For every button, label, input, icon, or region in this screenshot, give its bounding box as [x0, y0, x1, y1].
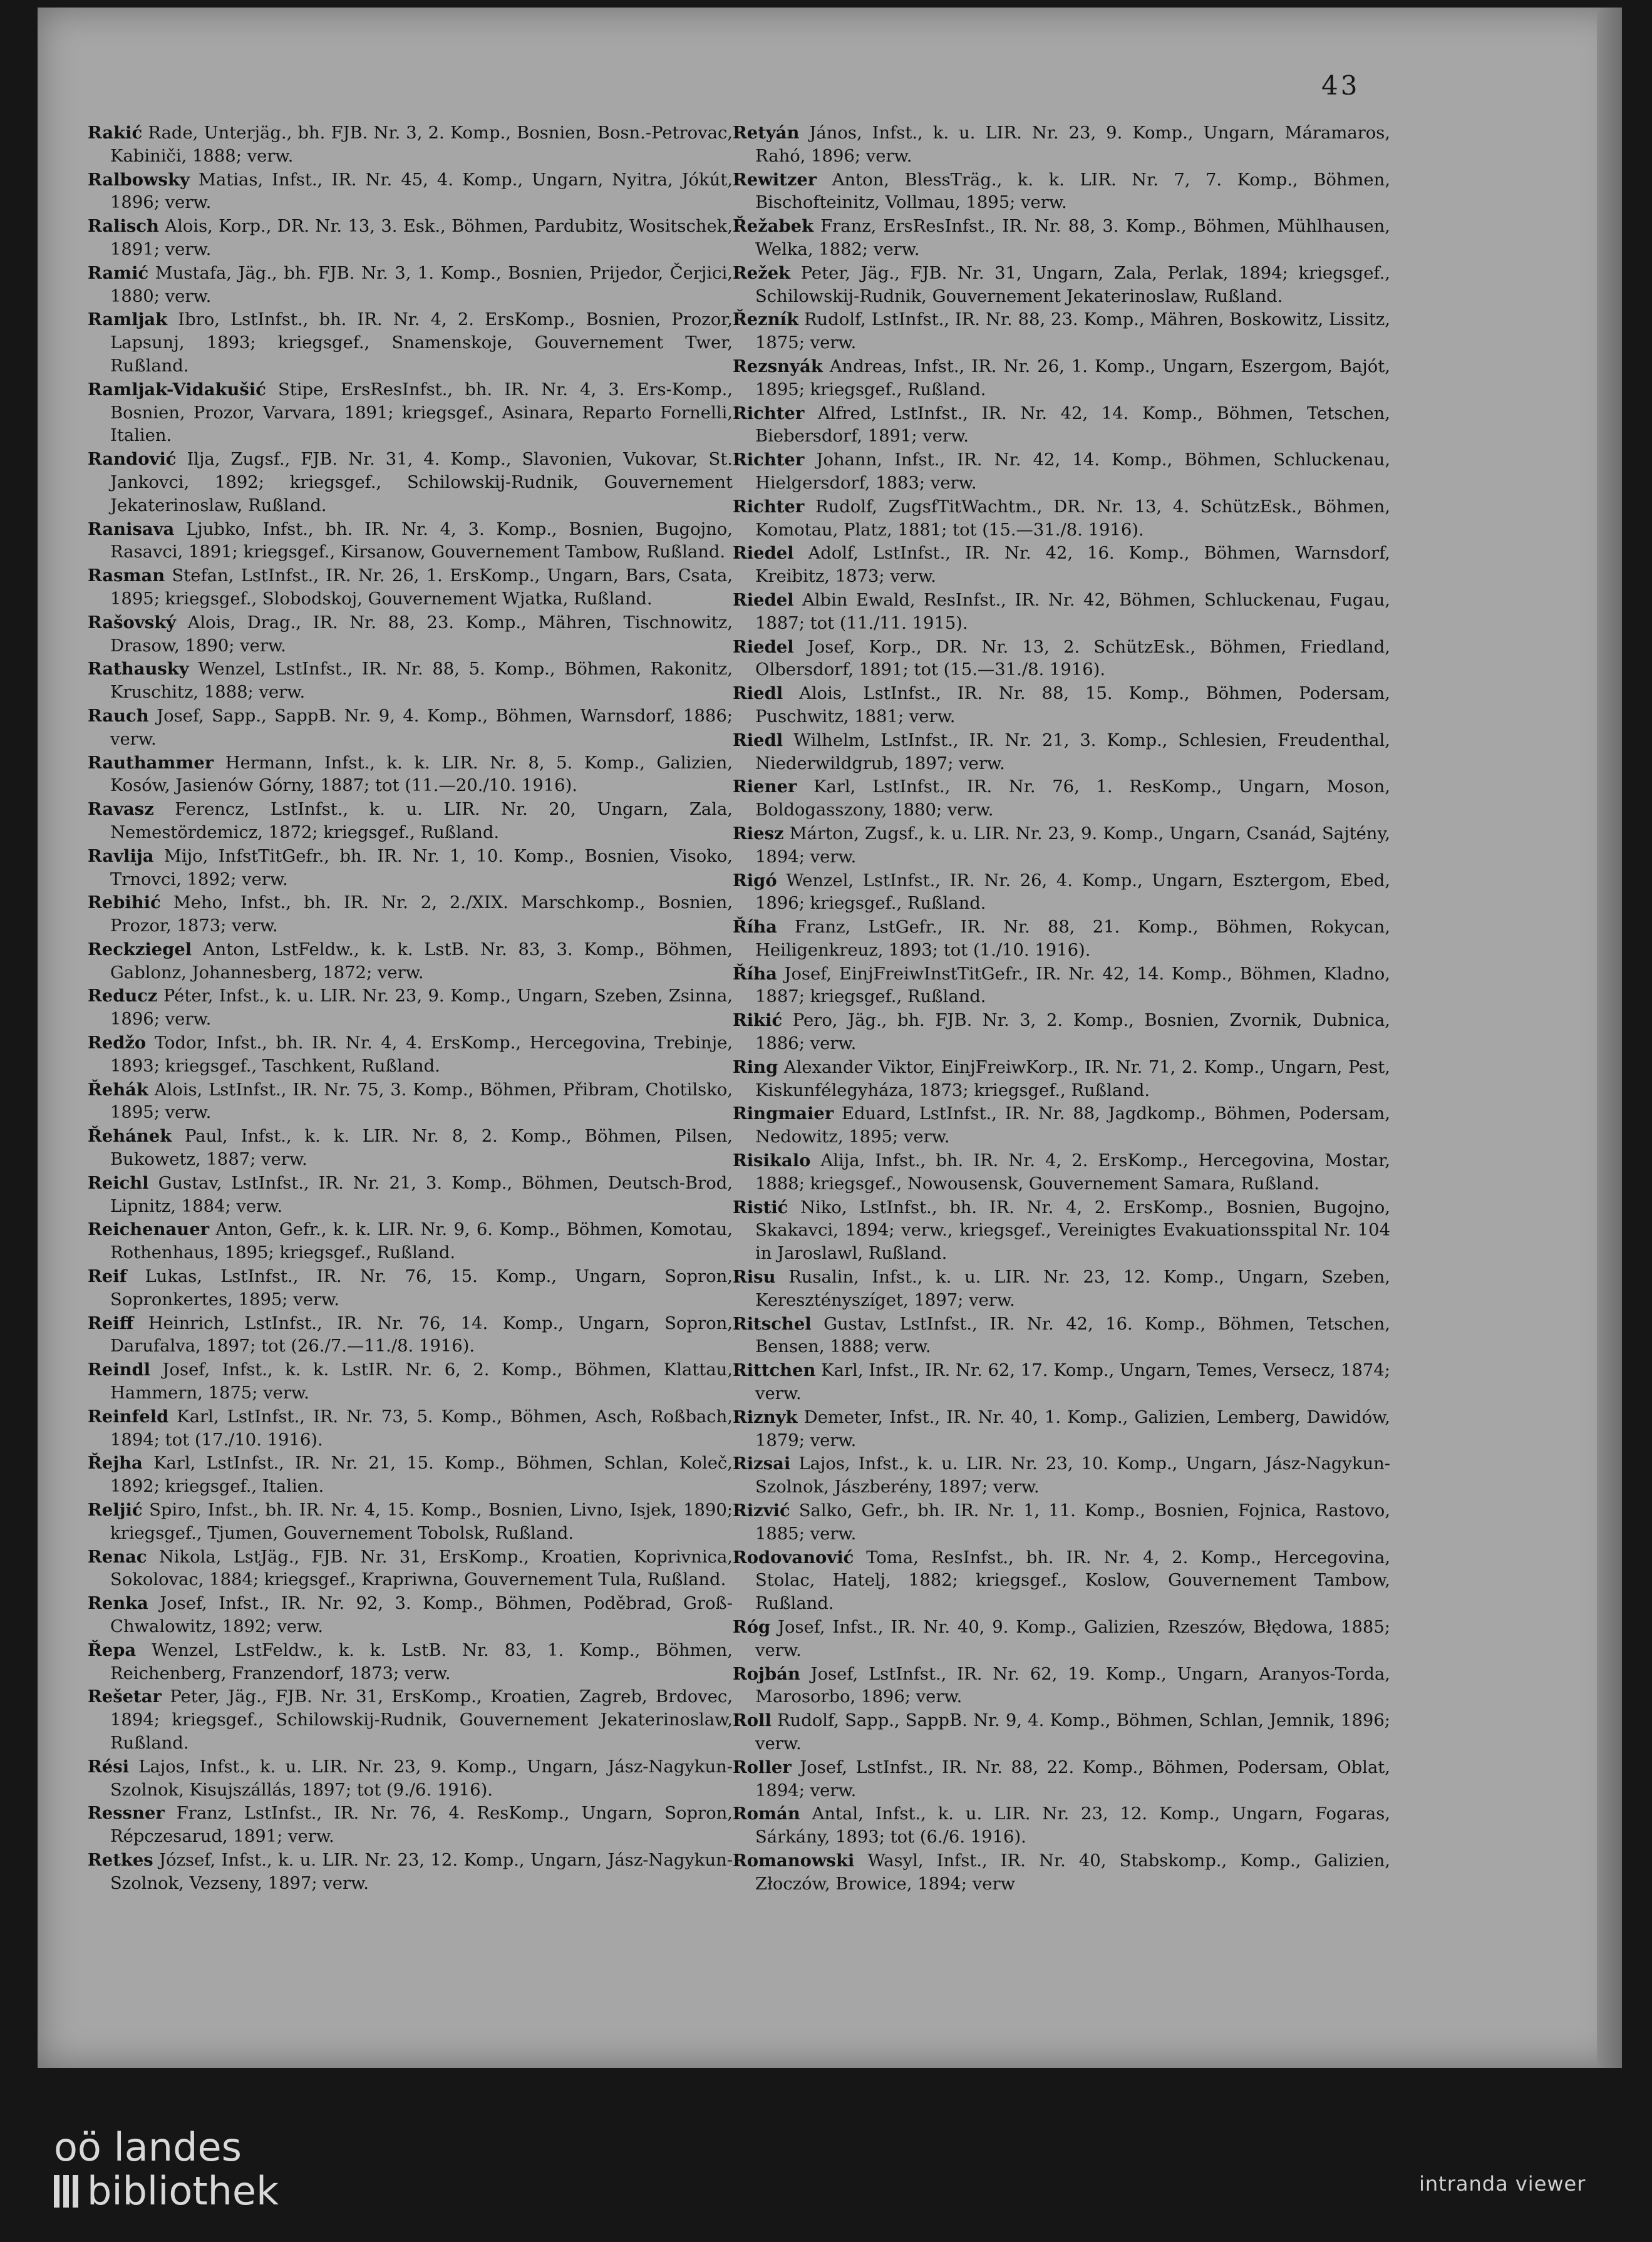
left-column [88, 121, 733, 1896]
register-entry [733, 308, 1390, 355]
entry-details: Stefan, LstInfst., IR. Nr. 26, 1. ErsKomp., Ungarn, Bars, Csata, 1895; kriegsgef., Slobodskoj, Gouvernement Wjatka, Rußland. [110, 566, 733, 609]
register-entry [733, 1406, 1390, 1453]
entry-surname: Reckziegel [88, 939, 192, 959]
entry-details: Paul, Infst., k. k. LIR. Nr. 8, 2. Komp., Böhmen, Pilsen, Bukowetz, 1887; verw. [110, 1127, 733, 1170]
register-entry [88, 1312, 733, 1359]
entry-surname: Ramljak [88, 309, 168, 330]
register-entry [733, 916, 1390, 963]
register-entry [88, 891, 733, 938]
entry-details: Alois, Drag., IR. Nr. 88, 23. Komp., Mähren, Tischnowitz, Drasow, 1890; verw. [110, 612, 733, 656]
entry-details: Franz, ErsResInfst., IR. Nr. 88, 3. Komp., Böhmen, Mühlhausen, Welka, 1882; verw. [755, 217, 1390, 259]
entry-surname: Rešetar [88, 1687, 162, 1707]
entry-surname: Řehák [88, 1079, 148, 1100]
entry-details: Andreas, Infst., IR. Nr. 26, 1. Komp., Ungarn, Eszergom, Bajót, 1895; kriegsgef., Rußland. [755, 356, 1390, 400]
entry-details: Rudolf, LstInfst., IR. Nr. 88, 23. Komp., Mähren, Boskowitz, Lissitz, 1875; verw. [755, 310, 1390, 353]
register-entry [88, 1172, 733, 1219]
entry-surname: Rojbán [733, 1663, 800, 1684]
page-edge [1597, 8, 1622, 2068]
entry-surname: Ranisava [88, 519, 175, 539]
register-entry [88, 1546, 733, 1593]
entry-surname: Risikalo [733, 1150, 811, 1171]
entry-surname: Riznyk [733, 1407, 798, 1427]
entry-details: Josef, LstInfst., IR. Nr. 62, 19. Komp., Ungarn, Aranyos-Torda, Marosorbo, 1896; verw. [755, 1664, 1390, 1707]
register-entry [733, 636, 1390, 683]
entry-details: Franz, LstGefr., IR. Nr. 88, 21. Komp., Böhmen, Rokycan, Heiligenkreuz, 1893; tot (1./10. 1916). [755, 917, 1390, 960]
entry-details: Mijo, InfstTitGefr., bh. IR. Nr. 1, 10. Komp., Bosnien, Visoko, Trnovci, 1892; verw. [110, 846, 733, 889]
entry-details: Meho, Infst., bh. IR. Nr. 2, 2./XIX. Marschkomp., Bosnien, Prozor, 1873; verw. [110, 893, 733, 936]
register-entry [88, 1405, 733, 1452]
entry-surname: Říha [733, 963, 777, 984]
entry-surname: Rebihić [88, 892, 161, 913]
register-entry [88, 752, 733, 798]
register-entry [733, 1102, 1390, 1149]
entry-surname: Řehánek [88, 1126, 172, 1147]
entry-surname: Randović [88, 449, 177, 470]
entry-surname: Ring [733, 1056, 778, 1077]
entry-details: Antal, Infst., k. u. LIR. Nr. 23, 12. Komp., Ungarn, Fogaras, Sárkány, 1893; tot (6./6. 1916). [755, 1804, 1390, 1847]
entry-surname: Režek [733, 262, 791, 283]
logo-bars-icon [54, 2175, 78, 2208]
register-entry [88, 1358, 733, 1405]
register-entry [88, 168, 733, 215]
register-entry [88, 1218, 733, 1265]
entry-details: Heinrich, LstInfst., IR. Nr. 76, 14. Komp., Ungarn, Sopron, Darufalva, 1897; tot (26./7.—11./8. 1916). [110, 1313, 733, 1356]
entry-details: Spiro, Infst., bh. IR. Nr. 4, 15. Komp., Bosnien, Livno, Isjek, 1890; kriegsgef., Tjumen, Gouvernement Tobolsk, Rußland. [110, 1501, 733, 1543]
register-entry [733, 1616, 1390, 1663]
entry-surname: Riesz [733, 823, 784, 844]
register-entry [733, 963, 1390, 1010]
register-entry [88, 658, 733, 705]
entry-surname: Rittchen [733, 1360, 816, 1381]
entry-surname: Ressner [88, 1803, 165, 1824]
entry-details: Niko, LstInfst., bh. IR. Nr. 4, 2. ErsKomp., Bosnien, Bugojno, Skakavci, 1894; verw., kriegsgef., Vereinigtes Evakuationsspital Nr. 104 in Jaroslawl, Rußland. [755, 1197, 1390, 1264]
register-entry [733, 262, 1390, 309]
register-entry [88, 262, 733, 309]
register-entry [733, 775, 1390, 822]
entry-surname: Reiff [88, 1313, 134, 1333]
register-entry [88, 1639, 733, 1686]
entry-details: Wenzel, LstInfst., IR. Nr. 88, 5. Komp., Böhmen, Rakonitz, Kruschitz, 1888; verw. [110, 659, 733, 703]
register-entry [733, 121, 1390, 168]
entry-details: Eduard, LstInfst., IR. Nr. 88, Jagdkomp., Böhmen, Podersam, Nedowitz, 1895; verw. [755, 1104, 1390, 1147]
entry-surname: Rewitzer [733, 169, 817, 190]
entry-surname: Román [733, 1804, 800, 1824]
register-entry [733, 542, 1390, 589]
entry-details: Rudolf, Sapp., SappB. Nr. 9, 4. Komp., Böhmen, Schlan, Jemnik, 1896; verw. [755, 1711, 1390, 1754]
register-entry [733, 1546, 1390, 1616]
entry-surname: Rakić [88, 123, 143, 143]
entry-details: Anton, LstFeldw., k. k. LstB. Nr. 83, 3. Komp., Böhmen, Gablonz, Johannesberg, 1872; verw. [110, 939, 733, 983]
entry-details: Josef, LstInfst., IR. Nr. 88, 22. Komp., Böhmen, Podersam, Oblat, 1894; verw. [755, 1757, 1390, 1800]
register-entry [733, 1452, 1390, 1499]
entry-details: Adolf, LstInfst., IR. Nr. 42, 16. Komp., Böhmen, Warnsdorf, Kreibitz, 1873; verw. [755, 544, 1390, 587]
register-entry [88, 518, 733, 565]
entry-surname: Riedel [733, 636, 794, 657]
page-number: 43 [1321, 70, 1360, 101]
entry-surname: Řejha [88, 1453, 143, 1474]
viewer-label[interactable]: intranda viewer [1419, 2172, 1586, 2196]
entry-details: Josef, EinjFreiwInstTitGefr., IR. Nr. 42, 14. Komp., Böhmen, Kladno, 1887; kriegsgef., Rußland. [755, 964, 1390, 1007]
entry-details: Wilhelm, LstInfst., IR. Nr. 21, 3. Komp., Schlesien, Freudenthal, Niederwildgrub, 1897; verw. [755, 730, 1390, 773]
entry-surname: Ravlija [88, 845, 154, 866]
library-logo[interactable] [54, 2124, 279, 2214]
register-entry [733, 1499, 1390, 1546]
entry-surname: Richter [733, 403, 805, 423]
entry-surname: Ralbowsky [88, 169, 190, 190]
entry-details: Josef, Infst., k. k. LstIR. Nr. 6, 2. Komp., Böhmen, Klattau, Hammern, 1875; verw. [110, 1360, 733, 1403]
register-entry [733, 1149, 1390, 1196]
entry-details: Albin Ewald, ResInfst., IR. Nr. 42, Böhmen, Schluckenau, Fugau, 1887; tot (11./11. 1915). [755, 590, 1390, 633]
entry-details: Johann, Infst., IR. Nr. 42, 14. Komp., Böhmen, Schluckenau, Hielgersdorf, 1883; verw. [755, 450, 1390, 493]
register-entry [733, 355, 1390, 402]
entry-surname: Richter [733, 450, 805, 470]
entry-details: Anton, BlessTräg., k. k. LIR. Nr. 7, 7. Komp., Böhmen, Bischofteinitz, Vollmau, 1895; verw. [755, 170, 1390, 213]
entry-details: József, Infst., k. u. LIR. Nr. 23, 12. Komp., Ungarn, Jász-Nagykun-Szolnok, Vezseny, 1897; verw. [110, 1850, 733, 1893]
register-entry [88, 798, 733, 845]
register-entry [88, 845, 733, 892]
entry-surname: Retyán [733, 123, 800, 143]
register-entry [733, 495, 1390, 542]
entry-details: Josef, Korp., DR. Nr. 13, 2. SchützEsk., Böhmen, Friedland, Olbersdorf, 1891; tot (15.—31./8. 1916). [755, 637, 1390, 680]
entry-surname: Ristić [733, 1197, 788, 1217]
entry-surname: Reichenauer [88, 1219, 210, 1240]
register-entry [88, 121, 733, 168]
entry-surname: Rauch [88, 705, 149, 726]
entry-surname: Rašovský [88, 612, 177, 633]
register-entry [88, 564, 733, 611]
entry-surname: Riedel [733, 543, 794, 564]
entry-surname: Ralisch [88, 216, 159, 237]
register-entry [733, 168, 1390, 215]
register-entry [88, 1755, 733, 1802]
register-entry [88, 215, 733, 262]
register-entry [733, 729, 1390, 776]
register-entry [88, 308, 733, 378]
entry-details: Salko, Gefr., bh. IR. Nr. 1, 11. Komp., Bosnien, Fojnica, Rastovo, 1885; verw. [755, 1501, 1390, 1544]
entry-details: Franz, LstInfst., IR. Nr. 76, 4. ResKomp., Ungarn, Sopron, Répczesarud, 1891; verw. [110, 1804, 733, 1847]
entry-details: Peter, Jäg., FJB. Nr. 31, Ungarn, Zala, Perlak, 1894; kriegsgef., Schilowskij-Rudnik, Gouvernement Jekaterinoslaw, Rußland. [755, 263, 1390, 306]
register-entry [88, 984, 733, 1031]
entry-surname: Ravasz [88, 799, 154, 820]
register-entry [88, 1849, 733, 1896]
entry-details: Nikola, LstJäg., FJB. Nr. 31, ErsKomp., Kroatien, Koprivnica, Sokolovac, 1884; kriegsgef., Krapriwna, Gouvernement Tula, Rußland. [110, 1547, 733, 1590]
entry-details: Josef, Infst., IR. Nr. 40, 9. Komp., Galizien, Rzeszów, Błędowa, 1885; verw. [755, 1618, 1390, 1660]
entry-details: Alois, Korp., DR. Nr. 13, 3. Esk., Böhmen, Pardubitz, Wositschek, 1891; verw. [110, 217, 733, 259]
entry-details: Pero, Jäg., bh. FJB. Nr. 3, 2. Komp., Bosnien, Zvornik, Dubnica, 1886; verw. [755, 1011, 1390, 1054]
entry-surname: Róg [733, 1617, 771, 1637]
register-entry [733, 1359, 1390, 1406]
register-entry [88, 1265, 733, 1312]
entry-details: Rade, Unterjäg., bh. FJB. Nr. 3, 2. Komp., Bosnien, Bosn.-Petrovac, Kabiniči, 1888; verw. [110, 123, 733, 166]
entry-surname: Rigó [733, 870, 777, 891]
entry-surname: Rezsnyák [733, 356, 823, 376]
register-entry [733, 448, 1390, 495]
register-entry [88, 448, 733, 517]
entry-details: Rusalin, Infst., k. u. LIR. Nr. 23, 12. Komp., Ungarn, Szeben, Keresztényszíget, 1897; verw. [755, 1268, 1390, 1310]
register-entry [733, 589, 1390, 636]
entry-surname: Riedel [733, 589, 794, 610]
entry-details: Ibro, LstInfst., bh. IR. Nr. 4, 2. ErsKomp., Bosnien, Prozor, Lapsunj, 1893; kriegsgef., Snamenskoje, Gouvernement Twer, Rußland. [110, 310, 733, 376]
register-entry [733, 1009, 1390, 1056]
entry-surname: Rikić [733, 1010, 783, 1031]
entry-surname: Richter [733, 496, 805, 517]
register-entry [733, 1196, 1390, 1266]
entry-surname: Retkes [88, 1849, 153, 1870]
entry-surname: Romanowski [733, 1850, 855, 1871]
entry-surname: Reinfeld [88, 1406, 169, 1427]
entry-details: Péter, Infst., k. u. LIR. Nr. 23, 9. Komp., Ungarn, Szeben, Zsinna, 1896; verw. [110, 986, 733, 1030]
entry-surname: Rizsai [733, 1454, 791, 1474]
logo-line-1: oö landes [54, 2124, 242, 2170]
entry-surname: Reindl [88, 1360, 151, 1380]
register-entry [88, 1499, 733, 1546]
register-entry [88, 1685, 733, 1755]
entry-details: Wenzel, LstFeldw., k. k. LstB. Nr. 83, 1. Komp., Böhmen, Reichenberg, Franzendorf, 1873; verw. [110, 1640, 733, 1683]
entry-details: Lukas, LstInfst., IR. Nr. 76, 15. Komp., Ungarn, Sopron, Sopronkertes, 1895; verw. [110, 1267, 733, 1310]
entry-surname: Rodovanović [733, 1547, 854, 1568]
entry-surname: Roll [733, 1710, 772, 1731]
entry-details: Márton, Zugsf., k. u. LIR. Nr. 23, 9. Komp., Ungarn, Csanád, Sajtény, 1894; verw. [755, 824, 1390, 867]
register-entry [733, 215, 1390, 262]
entry-surname: Riedl [733, 683, 783, 704]
entry-surname: Rési [88, 1756, 130, 1777]
register-entry [733, 402, 1390, 449]
register-entry [733, 1056, 1390, 1103]
entry-surname: Reichl [88, 1172, 149, 1193]
scanned-page [38, 8, 1622, 2068]
entry-details: Alois, LstInfst., IR. Nr. 88, 15. Komp., Böhmen, Podersam, Puschwitz, 1881; verw. [755, 684, 1390, 726]
entry-details: Peter, Jäg., FJB. Nr. 31, ErsKomp., Kroatien, Zagreb, Brdovec, 1894; kriegsgef., Schilowskij-Rudnik, Gouvernement Jekaterinoslaw, Rußland. [110, 1687, 733, 1753]
entry-surname: Renka [88, 1593, 148, 1614]
entry-details: Josef, Infst., IR. Nr. 92, 3. Komp., Böhmen, Poděbrad, Groß-Chwalowitz, 1892; verw. [110, 1594, 733, 1636]
entry-surname: Rizvić [733, 1501, 790, 1521]
register-entry [88, 1078, 733, 1125]
entry-details: Hermann, Infst., k. k. LIR. Nr. 8, 5. Komp., Galizien, Kosów, Jasienów Górny, 1887; tot (11.—20./10. 1916). [110, 753, 733, 796]
register-entry [88, 1592, 733, 1639]
entry-details: Ilja, Zugsf., FJB. Nr. 31, 4. Komp., Slavonien, Vukovar, St. Jankovci, 1892; kriegsgef., Schilowskij-Rudnik, Gouvernement Jekaterinoslaw, Rußland. [110, 450, 733, 515]
entry-details: Anton, Gefr., k. k. LIR. Nr. 9, 6. Komp., Böhmen, Komotau, Rothenhaus, 1895; kriegsgef., Rußland. [110, 1220, 733, 1263]
entry-surname: Reljić [88, 1500, 143, 1521]
entry-details: Todor, Infst., bh. IR. Nr. 4, 4. ErsKomp., Hercegovina, Trebinje, 1893; kriegsgef., Taschkent, Rußland. [110, 1033, 733, 1076]
entry-details: Alois, LstInfst., IR. Nr. 75, 3. Komp., Böhmen, Přibram, Chotilsko, 1895; verw. [110, 1080, 733, 1123]
entry-details: Wasyl, Infst., IR. Nr. 40, Stabskomp., Komp., Galizien, Złoczów, Browice, 1894; verw [755, 1851, 1390, 1894]
register-entry [733, 1709, 1390, 1756]
entry-details: Toma, ResInfst., bh. IR. Nr. 4, 2. Komp., Hercegovina, Stolac, Hatelj, 1882; kriegsgef., Koslow, Gouvernement Tambow, Rußland. [755, 1547, 1390, 1614]
entry-details: Ljubko, Infst., bh. IR. Nr. 4, 3. Komp., Bosnien, Bugojno, Rasavci, 1891; kriegsgef., Kirsanow, Gouvernement Tambow, Rußland. [110, 519, 733, 562]
entry-surname: Ringmaier [733, 1103, 834, 1124]
entry-details: Stipe, ErsResInfst., bh. IR. Nr. 4, 3. Ers-Komp., Bosnien, Prozor, Varvara, 1891; kriegsgef., Asinara, Reparto Fornelli, Italien. [110, 380, 733, 446]
entry-surname: Říha [733, 917, 777, 938]
register-entry [88, 938, 733, 985]
entry-details: Gustav, LstInfst., IR. Nr. 42, 16. Komp., Böhmen, Tetschen, Bensen, 1888; verw. [755, 1314, 1391, 1357]
register-entry [733, 1756, 1390, 1803]
entry-details: Ferencz, LstInfst., k. u. LIR. Nr. 20, Ungarn, Zala, Nemestördemicz, 1872; kriegsgef., Rußland. [110, 800, 733, 842]
register-entry [88, 611, 733, 658]
entry-surname: Roller [733, 1757, 792, 1777]
entry-surname: Ritschel [733, 1313, 812, 1334]
register-entry [733, 1663, 1390, 1710]
entry-surname: Rauthammer [88, 752, 214, 773]
entry-surname: Ramljak-Vidakušić [88, 379, 266, 400]
entry-details: Karl, LstInfst., IR. Nr. 73, 5. Komp., Böhmen, Asch, Roßbach, 1894; tot (17./10. 1916). [110, 1407, 733, 1450]
entry-surname: Renac [88, 1546, 147, 1567]
entry-details: János, Infst., k. u. LIR. Nr. 23, 9. Komp., Ungarn, Máramaros, Rahó, 1896; verw. [755, 123, 1390, 166]
entry-surname: Řepa [88, 1640, 137, 1660]
entry-surname: Ramić [88, 262, 149, 283]
entry-details: Karl, LstInfst., IR. Nr. 76, 1. ResKomp., Ungarn, Moson, Boldogasszony, 1880; verw. [755, 777, 1390, 820]
entry-details: Alija, Infst., bh. IR. Nr. 4, 2. ErsKomp., Hercegovina, Mostar, 1888; kriegsgef., Nowousensk, Gouvernement Samara, Rußland. [755, 1151, 1390, 1194]
entry-details: Rudolf, ZugsfTitWachtm., DR. Nr. 13, 4. SchützEsk., Böhmen, Komotau, Platz, 1881; tot (15.—31./8. 1916). [755, 497, 1390, 540]
entry-surname: Riener [733, 777, 797, 797]
entry-surname: Řežabek [733, 216, 814, 237]
entry-details: Mustafa, Jäg., bh. FJB. Nr. 3, 1. Komp., Bosnien, Prijedor, Čerjici, 1880; verw. [110, 263, 733, 306]
logo-line-2: bibliothek [87, 2168, 279, 2214]
entry-surname: Řezník [733, 309, 799, 330]
register-entry [88, 1452, 733, 1499]
entry-surname: Redžo [88, 1033, 147, 1053]
entry-surname: Reducz [88, 986, 158, 1006]
right-column [733, 121, 1390, 1896]
entry-details: Alexander Viktor, EinjFreiwKorp., IR. Nr. 71, 2. Komp., Ungarn, Pest, Kiskunfélegyháza, 1873; kriegsgef., Rußland. [755, 1057, 1390, 1100]
entry-details: Alfred, LstInfst., IR. Nr. 42, 14. Komp., Böhmen, Tetschen, Biebersdorf, 1891; verw. [755, 403, 1390, 447]
entry-surname: Rathausky [88, 659, 189, 679]
register-entry [733, 682, 1390, 729]
entry-surname: Risu [733, 1267, 776, 1288]
entry-surname: Reif [88, 1266, 127, 1287]
entry-details: Gustav, LstInfst., IR. Nr. 21, 3. Komp., Böhmen, Deutsch-Brod, Lipnitz, 1884; verw. [110, 1173, 733, 1216]
entry-surname: Rasman [88, 566, 165, 586]
entry-details: Karl, Infst., IR. Nr. 62, 17. Komp., Ungarn, Temes, Versecz, 1874; verw. [755, 1361, 1390, 1404]
register-entry [88, 1802, 733, 1849]
register-entry [88, 378, 733, 448]
register-entry [733, 1313, 1390, 1360]
register-entry [733, 869, 1390, 916]
register-entry [733, 1802, 1390, 1849]
register-entry [88, 1031, 733, 1078]
entry-details: Demeter, Infst., IR. Nr. 40, 1. Komp., Galizien, Lemberg, Dawidów, 1879; verw. [755, 1407, 1390, 1450]
entry-details: Lajos, Infst., k. u. LIR. Nr. 23, 9. Komp., Ungarn, Jász-Nagykun-Szolnok, Kisujszállás, 1897; tot (9./6. 1916). [110, 1757, 733, 1800]
entry-details: Wenzel, LstInfst., IR. Nr. 26, 4. Komp., Ungarn, Esztergom, Ebed, 1896; kriegsgef., Rußland. [755, 870, 1390, 914]
entry-surname: Riedl [733, 730, 783, 750]
register-entry [733, 1266, 1390, 1313]
register-entry [733, 822, 1390, 869]
register-entry [88, 705, 733, 752]
entry-details: Lajos, Infst., k. u. LIR. Nr. 23, 10. Komp., Ungarn, Jász-Nagykun-Szolnok, Jászberény, 1897; verw. [755, 1454, 1390, 1497]
register-entry [88, 1125, 733, 1172]
register-entry [733, 1849, 1390, 1896]
entry-details: Karl, LstInfst., IR. Nr. 21, 15. Komp., Böhmen, Schlan, Koleč, 1892; kriegsgef., Italien. [110, 1454, 733, 1497]
entry-details: Matias, Infst., IR. Nr. 45, 4. Komp., Ungarn, Nyitra, Jókút, 1896; verw. [110, 170, 733, 213]
entry-details: Josef, Sapp., SappB. Nr. 9, 4. Komp., Böhmen, Warnsdorf, 1886; verw. [110, 706, 733, 749]
